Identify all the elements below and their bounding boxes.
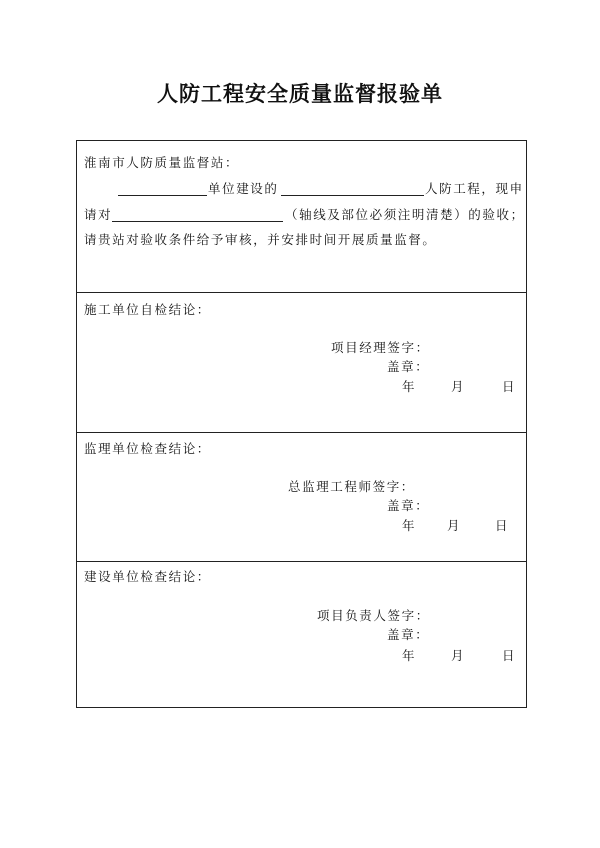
section-heading: 施工单位自检结论： <box>84 302 211 317</box>
addressee-text: 淮南市人防质量监督站： <box>84 155 240 170</box>
supervision-unit-cell <box>77 433 526 562</box>
date-month-label: 月 <box>447 518 460 533</box>
date-year-label: 年 <box>402 379 415 394</box>
date-month-label: 月 <box>451 379 464 394</box>
signer-label: 总监理工程师签字： <box>288 479 415 494</box>
seal-label: 盖章： <box>387 627 430 642</box>
section-heading: 监理单位检查结论： <box>84 441 211 456</box>
request-cell <box>77 141 526 293</box>
construction-unit-cell <box>77 293 526 433</box>
owner-unit-cell <box>77 562 526 709</box>
date-month-label: 月 <box>451 648 464 663</box>
project-name-blank[interactable] <box>281 195 424 196</box>
page-title: 人防工程安全质量监督报验单 <box>157 82 443 106</box>
date-day-label: 日 <box>502 648 515 663</box>
axis-location-blank[interactable] <box>112 221 283 222</box>
date-day-label: 日 <box>495 518 508 533</box>
request-review-text: 请贵站对验收条件给予审核，并安排时间开展质量监督。 <box>84 232 437 247</box>
date-year-label: 年 <box>402 518 415 533</box>
unit-build-text: 单位建设的 <box>208 181 279 196</box>
axis-note-text: （轴线及部位必须注明清楚）的验收； <box>285 207 525 222</box>
project-apply-text: 人防工程，现申 <box>425 181 524 196</box>
section-heading: 建设单位检查结论： <box>84 569 211 584</box>
signer-label: 项目经理签字： <box>331 340 430 355</box>
unit-name-blank[interactable] <box>118 195 207 196</box>
date-day-label: 日 <box>502 379 515 394</box>
inspection-form-table <box>76 140 527 708</box>
date-year-label: 年 <box>402 648 415 663</box>
seal-label: 盖章： <box>387 498 430 513</box>
signer-label: 项目负责人签字： <box>317 608 430 623</box>
request-for-text: 请对 <box>84 207 113 222</box>
seal-label: 盖章： <box>387 359 430 374</box>
